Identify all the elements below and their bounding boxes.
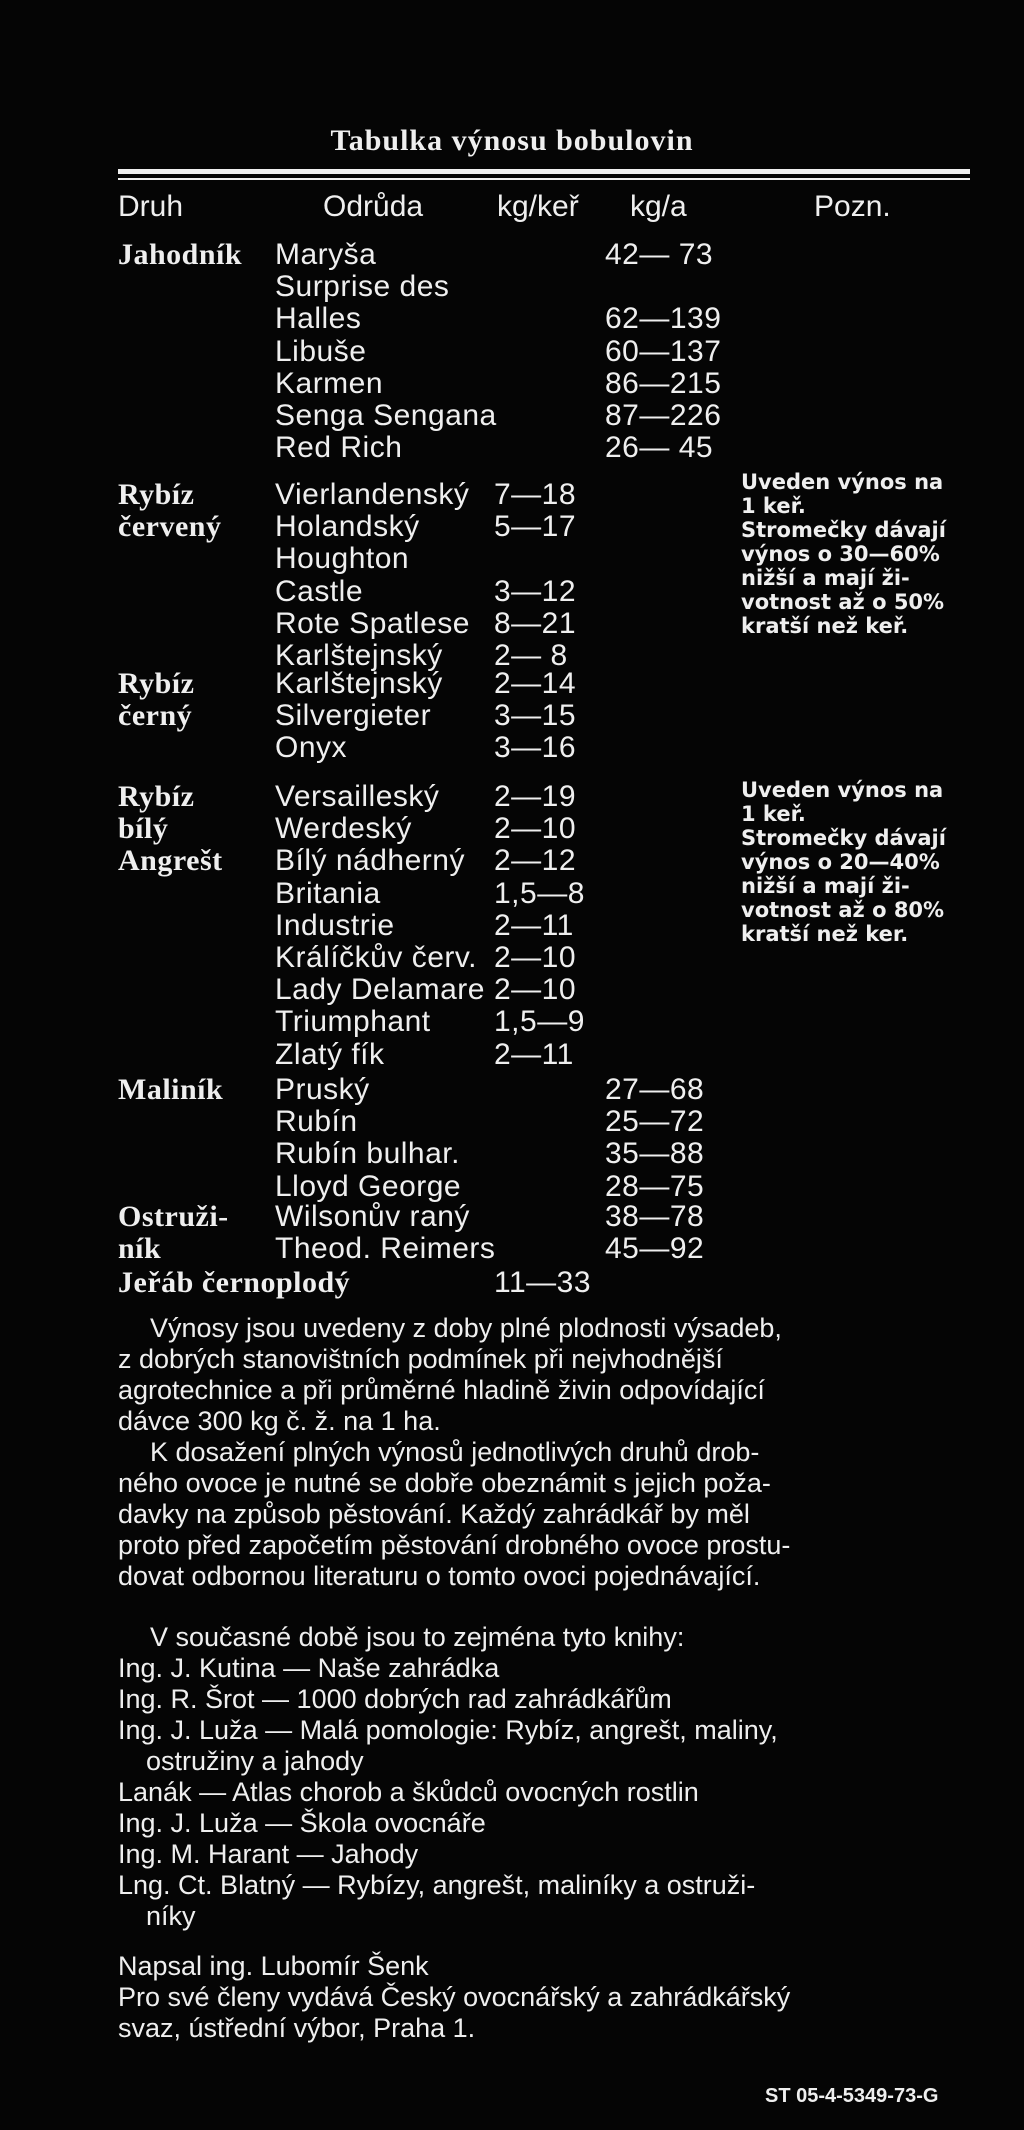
book-item: níky xyxy=(146,1901,196,1931)
book-item: Ing. J. Luža — Malá pomologie: Rybíz, angrešt, maliny, xyxy=(118,1715,778,1745)
cell-odruda: Rubín bulhar. xyxy=(275,1137,460,1171)
cell-odruda: Wilsonův raný xyxy=(275,1200,470,1233)
cell-odruda: Zlatý fík xyxy=(275,1037,385,1071)
cell-kg-a: 87—226 xyxy=(605,399,722,432)
cell-odruda: Vierlandenský xyxy=(275,478,470,511)
cell-odruda: Triumphant xyxy=(275,1005,431,1039)
cell-odruda: Karlštejnský xyxy=(275,667,443,700)
cell-kg-ker: 2— 8 xyxy=(494,639,568,672)
cell-odruda: Werdeský xyxy=(275,812,412,846)
cell-kg-a: 25—72 xyxy=(605,1105,705,1139)
group-label: červený xyxy=(118,510,222,544)
book-item: ostružiny a jahody xyxy=(146,1746,364,1776)
group-label: Rybíz xyxy=(118,667,195,700)
author: Napsal ing. Lubomír Šenk xyxy=(118,1951,429,1981)
cell-kg-a: 42— 73 xyxy=(605,238,714,271)
cell-kg-a: 60—137 xyxy=(605,334,722,368)
cell-odruda: Onyx xyxy=(275,731,348,765)
cell-kg-a: 86—215 xyxy=(605,366,722,400)
cell-kg-a: 28—75 xyxy=(605,1169,705,1203)
book-item: Ing. J. Kutina — Naše zahrádka xyxy=(118,1653,500,1683)
print-code: ST 05-4-5349-73-G xyxy=(765,2085,939,2107)
cell-odruda: Senga Sengana xyxy=(275,399,497,432)
cell-kg-ker: 1,5—9 xyxy=(494,1005,585,1039)
book-item: Lng. Ct. Blatný — Rybízy, angrešt, maliníky a ostruži- xyxy=(118,1870,756,1900)
cell-kg-ker: 2—12 xyxy=(494,844,577,878)
table-title: Tabulka výnosu bobulovin xyxy=(330,124,694,157)
paragraph-yields: Výnosy jsou uvedeny z doby plné plodnosti výsadeb, z dobrých stanovištních podmínek při nejvhodnější agrotechnice a při průměrné hladině živin odpovídající dávce 300 kg č. ž. na 1 ha. xyxy=(118,1313,782,1436)
book-item: Ing. M. Harant — Jahody xyxy=(118,1839,419,1869)
group-label: černý xyxy=(118,699,193,733)
cell-kg-a: 35—88 xyxy=(605,1137,705,1171)
paragraph-advice: K dosažení plných výnosů jednotlivých druhů drob- ného ovoce je nutné se dobře obeznámit s jejich poža- davky na způsob pěstování. Každý zahrádkář by měl proto před započetím pěstování drobného ovoce prostu- dovat odbornou literaturu o tomto ovoci pojednávající. xyxy=(118,1437,791,1591)
publisher: Pro své členy vydává Český ovocnářský a zahrádkářský svaz, ústřední výbor, Praha 1. xyxy=(118,1982,791,2043)
cell-kg-a: 38—78 xyxy=(605,1200,705,1233)
cell-kg-ker: 8—21 xyxy=(494,606,577,640)
jerab-label: Jeřáb černoplodý xyxy=(118,1266,351,1299)
cell-odruda: Králíčkův červ. xyxy=(275,941,477,974)
cell-kg-ker: 7—18 xyxy=(494,478,577,511)
cell-odruda: Rote Spatlese xyxy=(275,606,470,640)
books-intro: V současné době jsou to zejména tyto knihy: xyxy=(150,1622,685,1652)
book-item: Ing. J. Luža — Škola ovocnáře xyxy=(118,1808,486,1838)
book-list xyxy=(118,1653,778,1932)
group-label: ník xyxy=(118,1232,162,1266)
header-druh: Druh xyxy=(118,190,184,223)
group-label: Jahodník xyxy=(118,238,243,271)
cell-kg-ker: 2—11 xyxy=(494,1037,574,1071)
group-label: Rybíz xyxy=(118,478,195,511)
cell-odruda: Houghton xyxy=(275,542,410,576)
cell-kg-ker: 3—15 xyxy=(494,699,577,733)
book-item: Ing. R. Šrot — 1000 dobrých rad zahrádkářům xyxy=(118,1684,672,1714)
cell-odruda: Halles xyxy=(275,302,362,336)
book-item: Lanák — Atlas chorob a škůdců ovocných rostlin xyxy=(118,1777,699,1807)
cell-kg-ker: 3—16 xyxy=(494,731,577,765)
header-odruda: Odrůda xyxy=(323,190,424,223)
cell-kg-a: 26— 45 xyxy=(605,431,714,465)
note-white-currant: Uveden výnos na 1 keř. Stromečky dávají výnos o 20—40% nižší a mají ži- votnost až o 80% kratší než ker. xyxy=(741,778,946,946)
cell-kg-a: 27—68 xyxy=(605,1073,705,1106)
cell-kg-ker: 2—10 xyxy=(494,812,577,846)
cell-odruda: Lloyd George xyxy=(275,1169,462,1203)
jerab-kg-ker: 11—33 xyxy=(494,1266,592,1299)
group-label: Rybíz xyxy=(118,780,195,813)
cell-odruda: Libuše xyxy=(275,334,367,368)
header-kg-a: kg/a xyxy=(630,190,687,223)
cell-odruda: Industrie xyxy=(275,908,395,942)
cell-odruda: Silvergieter xyxy=(275,699,432,733)
cell-kg-ker: 3—12 xyxy=(494,574,577,608)
group-label: Ostruži- xyxy=(118,1200,229,1233)
cell-kg-ker: 5—17 xyxy=(494,510,577,544)
cell-kg-ker: 2—11 xyxy=(494,908,574,942)
note-red-currant: Uveden výnos na 1 keř. Stromečky dávají výnos o 30—60% nižší a mají ži- votnost až o 50% kratší než keř. xyxy=(741,470,946,638)
title-rule-thick xyxy=(118,169,970,174)
cell-odruda: Britania xyxy=(275,876,381,910)
group-label: Angrešt xyxy=(118,844,223,878)
header-pozn: Pozn. xyxy=(814,190,891,223)
cell-kg-a: 45—92 xyxy=(605,1232,705,1266)
cell-odruda: Red Rich xyxy=(275,431,403,465)
cell-odruda: Pruský xyxy=(275,1073,370,1106)
cell-kg-ker: 2—10 xyxy=(494,941,577,974)
group-label: Maliník xyxy=(118,1073,224,1106)
cell-odruda: Maryša xyxy=(275,238,377,271)
header-kg-ker: kg/keř xyxy=(497,190,579,223)
cell-kg-a: 62—139 xyxy=(605,302,722,336)
cell-kg-ker: 2—14 xyxy=(494,667,577,700)
cell-odruda: Karmen xyxy=(275,366,384,400)
cell-kg-ker: 2—10 xyxy=(494,973,577,1007)
cell-odruda: Holandský xyxy=(275,510,420,544)
title-rule-thin xyxy=(118,178,970,180)
cell-odruda: Theod. Reimers xyxy=(275,1232,496,1266)
cell-odruda: Versailleský xyxy=(275,780,440,813)
cell-kg-ker: 1,5—8 xyxy=(494,876,585,910)
group-label: bílý xyxy=(118,812,169,846)
cell-odruda: Lady Delamare xyxy=(275,973,485,1007)
cell-odruda: Karlštejnský xyxy=(275,639,443,672)
cell-kg-ker: 2—19 xyxy=(494,780,577,813)
cell-odruda: Castle xyxy=(275,574,364,608)
cell-odruda: Bílý nádherný xyxy=(275,844,465,878)
cell-odruda: Surprise des xyxy=(275,270,450,304)
cell-odruda: Rubín xyxy=(275,1105,358,1139)
